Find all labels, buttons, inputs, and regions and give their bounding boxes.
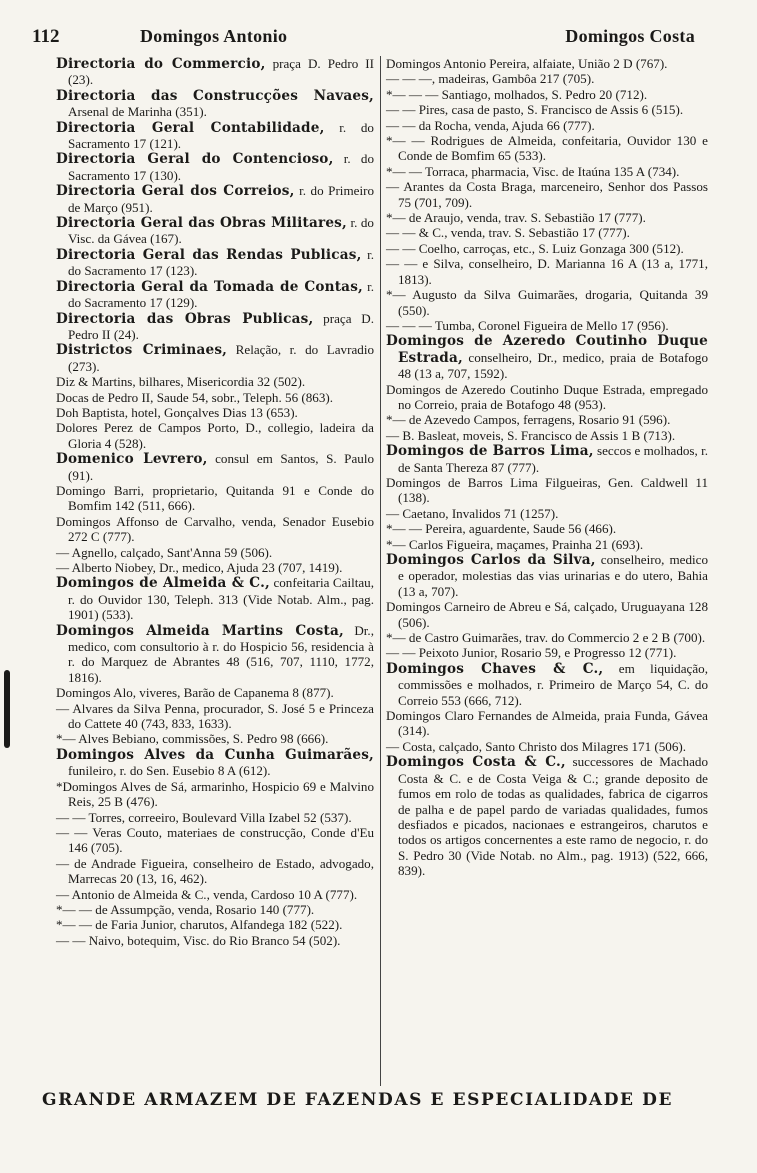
entry-details: confeitaria Cailtau, r. do Ouvidor 130, Teleph. 313 (Vide Notab. Alm., pag. 1901) (533). — [68, 575, 374, 623]
entry-details: — Arantes da Costa Braga, marceneiro, Senhor dos Passos 75 (701, 709). — [386, 179, 708, 210]
entry-details: Domingo Barri, proprietario, Quitanda 91 e Conde do Bomfim 142 (511, 666). — [56, 482, 374, 514]
directory-entry — [56, 747, 374, 779]
entry-details: successores de Machado Costa & C. e de Costa Veiga & C.; grande deposito de fumos em rolo de todas as qualidades, fabrica de cigarros de palha e de papel pardo de variadas qualidades, fumos desfiados e picados, nacionaes e estrangeiros, charutos e todos os artigos concernentes a este ramo de negocio, r. do S. Pedro 30 (Vide Notab. no Alm., pag. 1913) (522, 666, 839). — [398, 754, 709, 879]
entry-name: Domingos de Barros Lima, — [386, 443, 594, 460]
directory-entry — [56, 810, 374, 825]
entry-name: Directoria Geral das Obras Militares, — [56, 215, 347, 232]
directory-entry — [386, 630, 708, 645]
directory-entry — [386, 521, 708, 536]
entry-details: — — & C., venda, trav. S. Sebastião 17 (777). — [386, 225, 630, 241]
entry-details: r. do Visc. da Gávea (167). — [68, 215, 374, 247]
directory-entry — [386, 179, 708, 210]
directory-entry — [386, 118, 708, 133]
entry-details: Domingos Antonio Pereira, alfaiate, União 2 D (767). — [386, 56, 668, 71]
entry-name: Domingos Carlos da Silva, — [386, 552, 596, 568]
directory-entry — [386, 645, 708, 660]
entry-details: Diz & Martins, bilhares, Misericordia 32 (502). — [56, 374, 306, 390]
directory-entry — [386, 661, 708, 708]
directory-entry — [56, 279, 374, 311]
entry-details: Domingos Carneiro de Abreu e Sá, calçado, Uruguayana 128 (506). — [386, 599, 708, 630]
directory-entry — [56, 247, 374, 279]
entry-details: *— — — Santiago, molhados, S. Pedro 20 (712). — [386, 86, 648, 102]
directory-entry — [56, 917, 374, 932]
entry-details: Dr., medico, com consultorio à r. do Hospicio 56, residencia à r. do Marquez de Abrantes 48 (516, 707, 1110, 1772, 1816). — [68, 622, 374, 685]
entry-details: *— — de Assumpção, venda, Rosario 140 (777). — [56, 901, 315, 917]
entry-name: Directoria Geral do Contencioso, — [56, 151, 334, 168]
entry-details: — de Andrade Figueira, conselheiro de Estado, advogado, Marrecas 20 (13, 16, 462). — [56, 855, 374, 887]
directory-entry — [386, 133, 708, 164]
entry-name: Domingos Chaves & C., — [386, 660, 604, 677]
entry-name: Domingos de Azeredo Coutinho Duque Estrada, — [386, 333, 708, 366]
directory-entry — [386, 443, 708, 475]
right-column — [386, 56, 708, 879]
page-number: 112 — [32, 26, 60, 47]
entry-details: Arsenal de Marinha (351). — [68, 104, 207, 120]
directory-entry — [386, 599, 708, 630]
entry-details: — Costa, calçado, Santo Christo dos Milagres 171 (506). — [386, 738, 687, 754]
directory-entry — [56, 405, 374, 420]
entry-details: *— de Araujo, venda, trav. S. Sebastião 17 (777). — [386, 210, 646, 226]
directory-entry — [386, 739, 708, 754]
entry-details: *Domingos Alves de Sá, armarinho, Hospicio 69 e Malvino Reis, 25 B (476). — [56, 778, 374, 810]
entry-details: conselheiro, Dr., medico, praia de Botafogo 48 (13 a, 707, 1592). — [398, 349, 708, 382]
directory-entry — [56, 575, 374, 622]
directory-entry — [386, 318, 708, 333]
entry-details: — — —, madeiras, Gambôa 217 (705). — [386, 71, 595, 87]
entry-name: Domingos Almeida Martins Costa, — [56, 622, 344, 639]
directory-entry — [386, 102, 708, 117]
entry-details: Domingos Claro Fernandes de Almeida, praia Funda, Gávea (314). — [386, 708, 708, 739]
margin-ink-mark — [4, 670, 10, 748]
directory-entry — [56, 545, 374, 560]
directory-entry — [386, 537, 708, 552]
entry-name: Directoria Geral dos Correios, — [56, 183, 295, 200]
directory-entry — [56, 342, 374, 374]
entry-details: praça D. Pedro II (24). — [68, 310, 374, 342]
entry-details: — — da Rocha, venda, Ajuda 66 (777). — [386, 117, 595, 133]
entry-name: Directoria do Commercio, — [56, 56, 266, 72]
entry-details: seccos e molhados, r. de Santa Thereza 87 (777). — [398, 443, 708, 475]
directory-entry — [56, 685, 374, 700]
directory-entry — [56, 701, 374, 732]
directory-entry — [386, 708, 708, 739]
directory-entry — [56, 88, 374, 120]
running-head-left: Domingos Antonio — [140, 26, 288, 46]
directory-entry — [386, 56, 708, 71]
entry-details: conselheiro, medico e operador, molestias das vias urinarias e do utero, Bahia (13 a, 707). — [398, 552, 709, 599]
entry-details: r. do Sacramento 17 (121). — [68, 119, 374, 152]
directory-entry — [386, 225, 708, 240]
running-head-right: Domingos Costa — [565, 26, 695, 46]
entry-details: *— Alves Bebiano, commissões, S. Pedro 98 (666). — [56, 731, 329, 747]
entry-details: — — Peixoto Junior, Rosario 59, e Progresso 12 (771). — [386, 645, 677, 661]
directory-entry — [386, 87, 708, 102]
entry-details: Domingos de Azeredo Coutinho Duque Estrada, empregado no Correio, praia de Botafogo 48 (953). — [386, 381, 708, 412]
directory-entry — [56, 420, 374, 451]
directory-entry — [56, 779, 374, 810]
directory-entry — [386, 506, 708, 521]
directory-entry — [56, 120, 374, 152]
entry-details: Domingos Alo, viveres, Barão de Capanema 8 (877). — [56, 685, 334, 701]
directory-entry — [386, 382, 708, 413]
entry-details: — — — Tumba, Coronel Figueira de Mello 17 (956). — [386, 317, 669, 333]
entry-name: Districtos Criminaes, — [56, 342, 228, 359]
entry-details: *— de Castro Guimarães, trav. do Commercio 2 e 2 B (700). — [386, 630, 706, 646]
directory-entry — [56, 856, 374, 887]
directory-entry — [56, 374, 374, 389]
directory-entry — [56, 623, 374, 686]
footer-banner: GRANDE ARMAZEM DE FAZENDAS E ESPECIALIDADE DE — [42, 1090, 674, 1110]
entry-details: — Alvares da Silva Penna, procurador, S. José 5 e Princeza do Cattete 40 (743, 833, 1633). — [56, 700, 374, 732]
left-column — [56, 56, 374, 948]
directory-entry — [386, 241, 708, 256]
directory-entry — [56, 514, 374, 545]
entry-details: r. do Sacramento 17 (129). — [68, 278, 375, 311]
entry-name: Directoria Geral Contabilidade, — [56, 119, 325, 136]
directory-entry — [56, 887, 374, 902]
entry-name: Domingos Costa & C., — [386, 754, 566, 771]
entry-details: — — Pires, casa de pasto, S. Francisco de Assis 6 (515). — [386, 102, 684, 118]
entry-details: r. do Sacramento 17 (130). — [68, 151, 374, 183]
directory-entry — [386, 754, 708, 878]
entry-details: — Caetano, Invalidos 71 (1257). — [386, 505, 559, 521]
entry-details: Doh Baptista, hotel, Gonçalves Dias 13 (653). — [56, 404, 298, 420]
entry-details: *— de Azevedo Campos, ferragens, Rosario 91 (596). — [386, 412, 671, 428]
entry-name: Directoria Geral da Tomada de Contas, — [56, 278, 363, 295]
directory-entry — [56, 902, 374, 917]
directory-entry — [386, 256, 708, 287]
column-divider — [380, 56, 381, 1086]
entry-details: praça D. Pedro II (23). — [68, 56, 374, 88]
directory-entry — [386, 287, 708, 318]
entry-details: Docas de Pedro II, Saude 54, sobr., Teleph. 56 (863). — [56, 389, 334, 405]
entry-name: Domenico Levrero, — [56, 451, 208, 468]
directory-entry — [386, 475, 708, 506]
entry-name: Directoria das Obras Publicas, — [56, 310, 314, 327]
directory-entry — [386, 164, 708, 179]
entry-details: *— — Torraca, pharmacia, Visc. de Itaúna 135 A (734). — [386, 163, 680, 179]
entry-details: Dolores Perez de Campos Porto, D., collegio, ladeira da Gloria 4 (528). — [56, 420, 374, 451]
directory-entry — [56, 56, 374, 88]
directory-entry — [56, 731, 374, 746]
entry-name: Directoria Geral das Rendas Publicas, — [56, 246, 362, 263]
entry-details: funileiro, r. do Sen. Eusebio 8 A (612). — [68, 763, 271, 779]
directory-entry — [386, 210, 708, 225]
entry-details: — — Veras Couto, materiaes de construcção, Conde d'Eu 146 (705). — [56, 824, 374, 856]
entry-name: Domingos Alves da Cunha Guimarães, — [56, 746, 374, 763]
entry-details: — — Naivo, botequim, Visc. do Rio Branco 54 (502). — [56, 932, 341, 948]
directory-entry — [56, 483, 374, 514]
entry-details: — Alberto Niobey, Dr., medico, Ajuda 23 (707, 1419). — [56, 560, 343, 575]
entry-details: — — e Silva, conselheiro, D. Marianna 16 A (13 a, 1771, 1813). — [386, 256, 708, 287]
directory-entry — [56, 183, 374, 215]
directory-entry — [56, 825, 374, 856]
entry-details: *— — de Faria Junior, charutos, Alfandega 182 (522). — [56, 917, 343, 933]
directory-entry — [386, 428, 708, 443]
directory-entry — [56, 151, 374, 183]
entry-details: r. do Primeiro de Março (951). — [68, 183, 374, 215]
entry-name: Directoria das Construcções Navaes, — [56, 87, 374, 104]
entry-details: Domingos Affonso de Carvalho, venda, Senador Eusebio 272 C (777). — [56, 513, 374, 545]
entry-details: *— — Rodrigues de Almeida, confeitaria, Ouvidor 130 e Conde de Bomfim 65 (533). — [386, 133, 708, 164]
entry-details: r. do Sacramento 17 (123). — [68, 246, 374, 279]
entry-details: consul em Santos, S. Paulo (91). — [68, 451, 375, 483]
entry-details: em liquidação, commissões e molhados, r. Primeiro de Março 54, C. do Correio 553 (666, 712). — [398, 660, 708, 708]
entry-details: — B. Basleat, moveis, S. Francisco de Assis 1 B (713). — [386, 427, 676, 443]
entry-details: — Agnello, calçado, Sant'Anna 59 (506). — [56, 544, 273, 560]
entry-details: — Antonio de Almeida & C., venda, Cardoso 10 A (777). — [56, 886, 358, 902]
entry-details: *— — Pereira, aguardente, Saude 56 (466). — [386, 521, 617, 537]
entry-details: Domingos de Barros Lima Filgueiras, Gen. Caldwell 11 (138). — [386, 474, 708, 506]
directory-entry — [386, 412, 708, 427]
directory-entry — [56, 933, 374, 948]
directory-entry — [56, 311, 374, 343]
directory-entry — [56, 215, 374, 247]
directory-entry — [56, 560, 374, 575]
entry-details: Relação, r. do Lavradio (273). — [68, 342, 375, 374]
entry-details: *— Augusto da Silva Guimarães, drogaria, Quitanda 39 (550). — [386, 287, 708, 318]
page-header — [32, 26, 735, 52]
entry-details: *— Carlos Figueira, maçames, Prainha 21 (693). — [386, 536, 644, 552]
directory-entry — [386, 71, 708, 86]
entry-details: — — Torres, correeiro, Boulevard Villa Izabel 52 (537). — [56, 809, 352, 825]
entry-name: Domingos de Almeida & C., — [56, 575, 270, 592]
directory-entry — [386, 333, 708, 381]
directory-entry — [56, 451, 374, 483]
entry-details: — — Coelho, carroças, etc., S. Luiz Gonzaga 300 (512). — [386, 240, 684, 256]
directory-entry — [386, 552, 708, 599]
directory-entry — [56, 390, 374, 405]
